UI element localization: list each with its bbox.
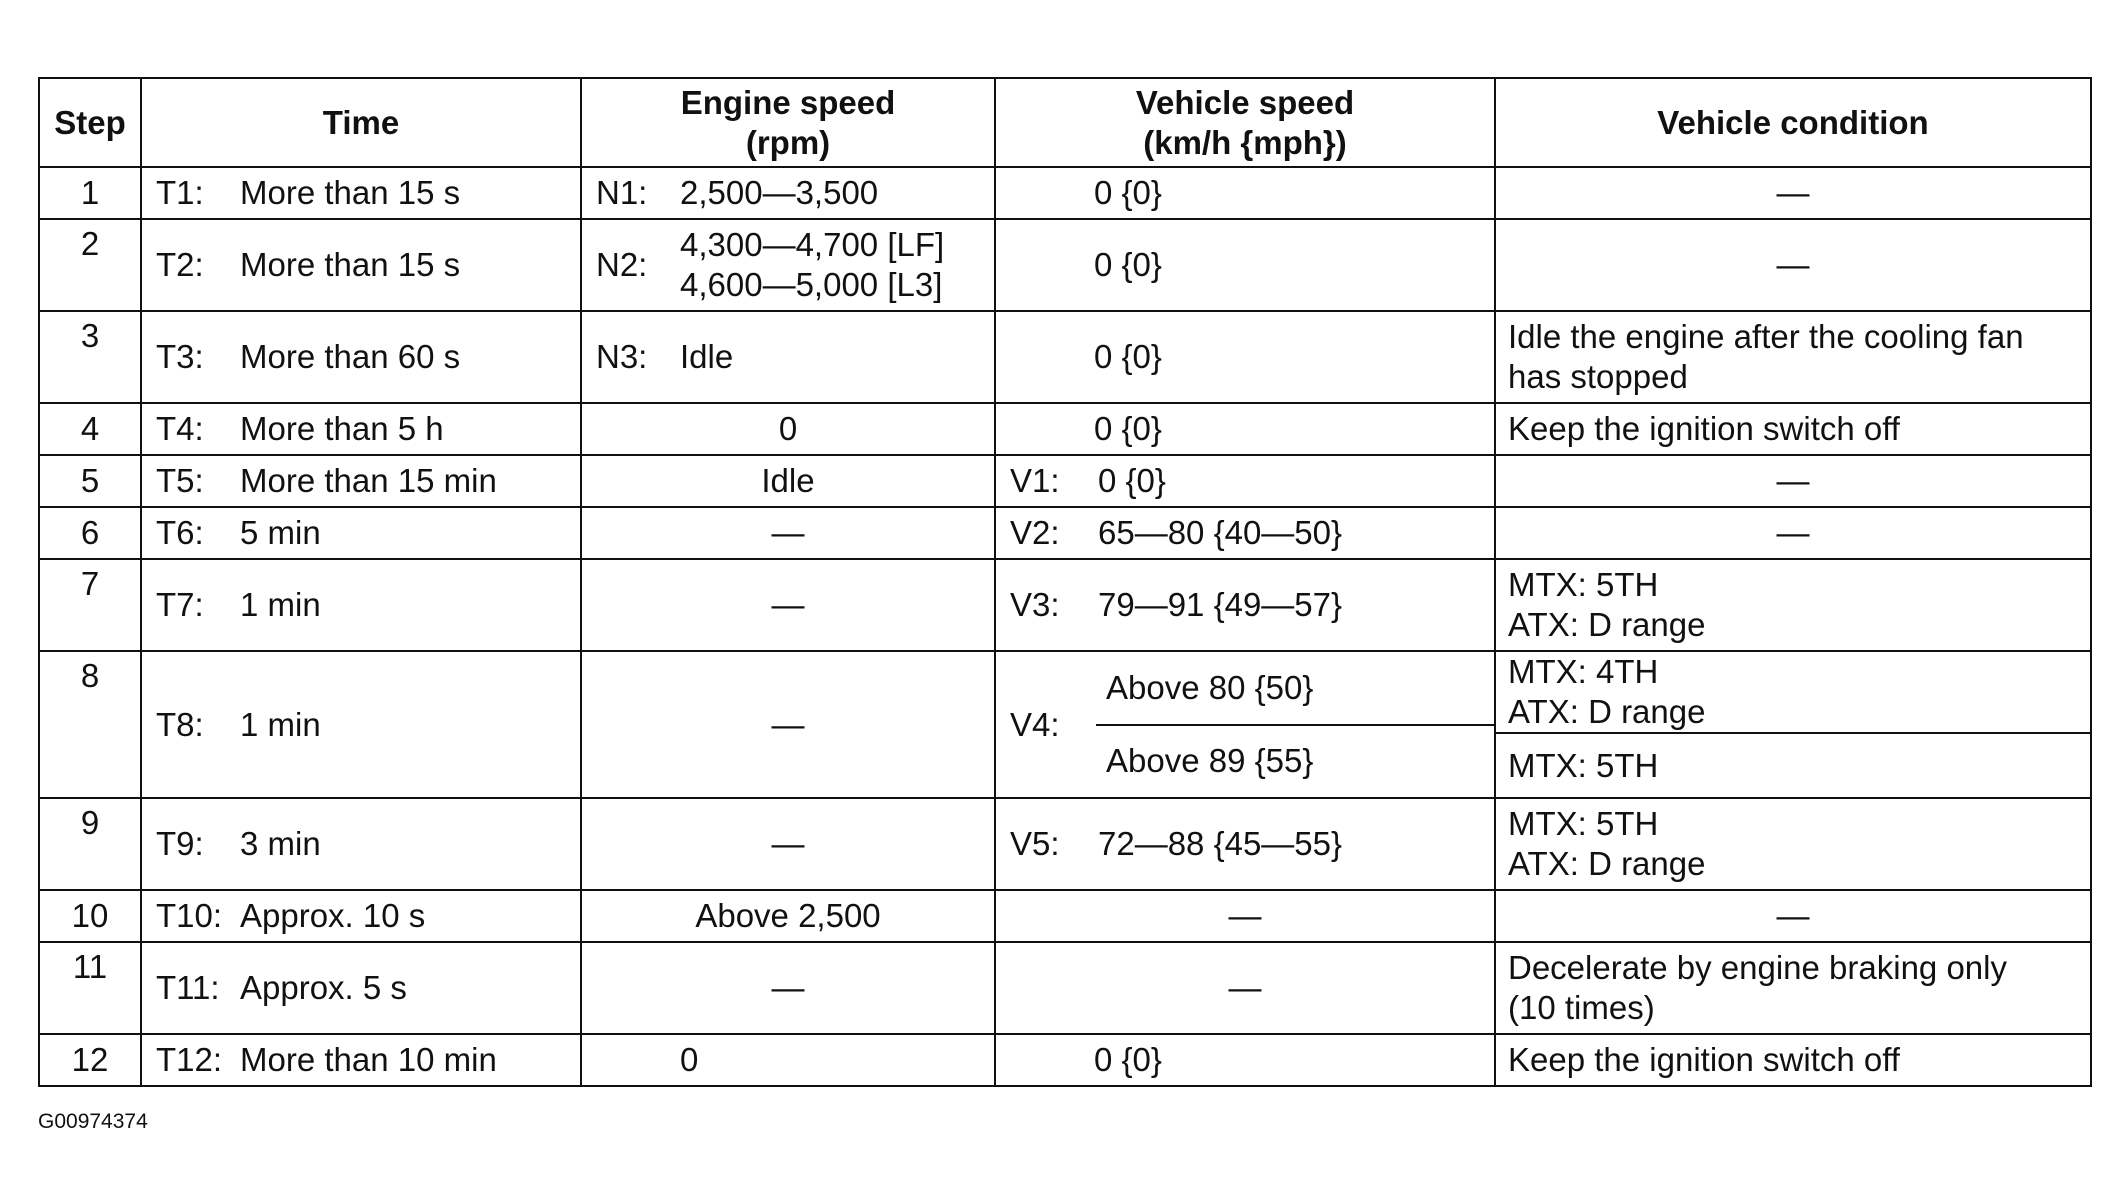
- table-row: [39, 507, 2091, 559]
- condition-cell: Decelerate by engine braking only (10 times): [1495, 942, 2091, 1034]
- engine-cell: Above 2,500: [581, 890, 995, 942]
- time-cell: T5: More than 15 min: [141, 455, 581, 507]
- engine-cell: —: [581, 507, 995, 559]
- step-cell: 1: [39, 167, 141, 219]
- time-cell: T3: More than 60 s: [141, 311, 581, 403]
- vehicle-cell: 0 {0}: [995, 167, 1495, 219]
- time-cell: T1: More than 15 s: [141, 167, 581, 219]
- condition-cell: MTX: 4TH ATX: D range MTX: 5TH: [1495, 651, 2091, 798]
- time-cell: T11: Approx. 5 s: [141, 942, 581, 1034]
- time-cell: T12: More than 10 min: [141, 1034, 581, 1086]
- time-cell: T10: Approx. 10 s: [141, 890, 581, 942]
- header-step: Step: [39, 78, 141, 167]
- step-cell: 10: [39, 890, 141, 942]
- table-row: [39, 219, 2091, 311]
- engine-cell: —: [581, 651, 995, 798]
- engine-cell: N1: 2,500—3,500: [581, 167, 995, 219]
- vehicle-cell: V2: 65—80 {40—50}: [995, 507, 1495, 559]
- condition-cell: —: [1495, 167, 2091, 219]
- step-cell: 5: [39, 455, 141, 507]
- header-engine-line2: (rpm): [745, 123, 831, 161]
- header-vehicle-line2: (km/h {mph}): [1143, 123, 1347, 161]
- engine-cell: —: [581, 942, 995, 1034]
- step-cell: 3: [39, 311, 141, 403]
- condition-cell: Keep the ignition switch off: [1495, 403, 2091, 455]
- engine-cell: 0: [581, 1034, 995, 1086]
- time-cell: T4: More than 5 h: [141, 403, 581, 455]
- table-row: [39, 1034, 2091, 1086]
- vehicle-cell: —: [995, 890, 1495, 942]
- step-cell: 11: [39, 942, 141, 1034]
- condition-cell: —: [1495, 219, 2091, 311]
- header-time: Time: [141, 78, 581, 167]
- figure-id: G00974374: [38, 1110, 148, 1133]
- step-cell: 7: [39, 559, 141, 651]
- engine-cell: 0: [581, 403, 995, 455]
- header-engine-line1: Engine speed: [680, 83, 896, 121]
- condition-cell: Keep the ignition switch off: [1495, 1034, 2091, 1086]
- step-cell: 6: [39, 507, 141, 559]
- vehicle-cell: V1: 0 {0}: [995, 455, 1495, 507]
- condition-cell: MTX: 5TH ATX: D range: [1495, 798, 2091, 890]
- condition-cell: —: [1495, 890, 2091, 942]
- header-vehicle-speed: [995, 78, 1495, 167]
- step-cell: 12: [39, 1034, 141, 1086]
- condition-cell: Idle the engine after the cooling fan has stopped: [1495, 311, 2091, 403]
- table-row: [39, 798, 2091, 890]
- table-row: [39, 890, 2091, 942]
- engine-cell: Idle: [581, 455, 995, 507]
- table-row: [39, 651, 2091, 798]
- table-row: [39, 942, 2091, 1034]
- engine-cell: —: [581, 798, 995, 890]
- table-row: [39, 455, 2091, 507]
- condition-cell: —: [1495, 507, 2091, 559]
- vehicle-cell: 0 {0}: [995, 403, 1495, 455]
- engine-cell: —: [581, 559, 995, 651]
- step-cell: 4: [39, 403, 141, 455]
- table-row: [39, 559, 2091, 651]
- drive-cycle-table: [38, 77, 2092, 1087]
- header-engine-speed: [581, 78, 995, 167]
- condition-cell: MTX: 5TH ATX: D range: [1495, 559, 2091, 651]
- vehicle-cell: 0 {0}: [995, 219, 1495, 311]
- vehicle-cell: —: [995, 942, 1495, 1034]
- table-row: [39, 311, 2091, 403]
- engine-cell: N2: 4,300—4,700 [LF] 4,600—5,000 [L3]: [581, 219, 995, 311]
- header-row: [39, 78, 2091, 167]
- table-row: [39, 403, 2091, 455]
- vehicle-cell: V3: 79—91 {49—57}: [995, 559, 1495, 651]
- vehicle-cell: 0 {0}: [995, 1034, 1495, 1086]
- vehicle-cell: 0 {0}: [995, 311, 1495, 403]
- header-vehicle-condition: Vehicle condition: [1495, 78, 2091, 167]
- header-vehicle-line1: Vehicle speed: [1135, 83, 1355, 121]
- time-cell: T6: 5 min: [141, 507, 581, 559]
- table-row: [39, 167, 2091, 219]
- condition-cell: —: [1495, 455, 2091, 507]
- time-cell: T8: 1 min: [141, 651, 581, 798]
- time-cell: T2: More than 15 s: [141, 219, 581, 311]
- time-cell: T9: 3 min: [141, 798, 581, 890]
- engine-cell: N3: Idle: [581, 311, 995, 403]
- step-cell: 2: [39, 219, 141, 311]
- step-cell: 9: [39, 798, 141, 890]
- step-cell: 8: [39, 651, 141, 798]
- vehicle-cell: V5: 72—88 {45—55}: [995, 798, 1495, 890]
- vehicle-cell: V4: Above 80 {50} Above 89 {55}: [995, 651, 1495, 798]
- time-cell: T7: 1 min: [141, 559, 581, 651]
